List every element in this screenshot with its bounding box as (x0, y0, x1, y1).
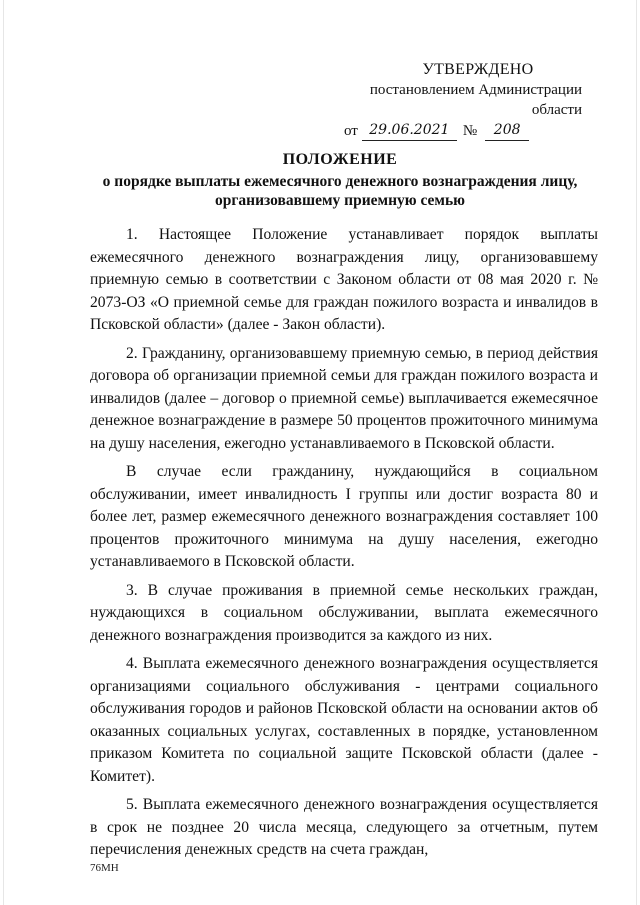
scan-edge-right (636, 0, 637, 905)
handwritten-number: 208 (485, 120, 529, 141)
scan-edge-left (3, 0, 4, 905)
date-prefix: от (344, 123, 358, 139)
paragraph-2-continued: В случае если гражданину, нуждающийся в социальном обслуживании, имеет инвалидность I группы или достиг возраста 80 и более лет, размер ежемесячного денежного вознаграждения составляет 100 процентов прожиточного минимума на душу населения, ежегодно устанавливаемого в Псковской области. (90, 463, 598, 570)
paragraph-4: 4. Выплата ежемесячного денежного вознаграждения осуществляется организациями социального обслуживания - центрами социального обслуживания городов и районов Псковской области на основании актов об оказанных социальных услугах, составленных в порядке, установленном приказом Комитета по социальной защите Псковской области (далее - Комитет). (90, 655, 598, 785)
title-main: ПОЛОЖЕНИЕ (282, 151, 398, 168)
approval-date-row (344, 120, 608, 141)
approval-block (318, 60, 608, 141)
approval-heading: УТВЕРЖДЕНО (422, 61, 534, 78)
number-prefix: № (462, 123, 478, 139)
document-title (90, 150, 590, 210)
paragraph-1: 1. Настоящее Положение устанавливает порядок выплаты ежемесячного денежного вознаграждения лицу, организовавшему приемную семью в соответствии с Законом области от 08 мая 2020 г. № 2073-ОЗ «О приемной семье для граждан пожилого возраста и инвалидов в Псковской области» (далее - Закон области). (90, 226, 598, 333)
approval-authority: постановлением Администрации области (369, 82, 582, 118)
paragraph-2: 2. Гражданину, организовавшему приемную семью, в период действия договора об организации приемной семьи для граждан пожилого возраста и инвалидов (далее – договор о приемной семье) выплачивается ежемесячное денежное вознаграждение в размере 50 процентов прожиточного минимума на душу населения, ежегодно устанавливаемого в Псковской области. (90, 344, 598, 452)
footer-code: 76МН (90, 862, 119, 874)
paragraph-5: 5. Выплата ежемесячного денежного вознаграждения осуществляется в срок не позднее 20 числа месяца, следующего за отчетным, путем перечисления денежных средств на счета граждан, (90, 796, 598, 858)
handwritten-date: 29.06.2021 (362, 120, 457, 141)
title-subtitle: о порядке выплаты ежемесячного денежного вознаграждения лицу, организовавшему приемную семью (102, 173, 578, 209)
paragraph-3: 3. В случае проживания в приемной семье нескольких граждан, нуждающихся в социальном обслуживании, выплата ежемесячного денежного вознаграждения производится за каждого из них. (90, 581, 598, 644)
document-body (90, 224, 598, 868)
